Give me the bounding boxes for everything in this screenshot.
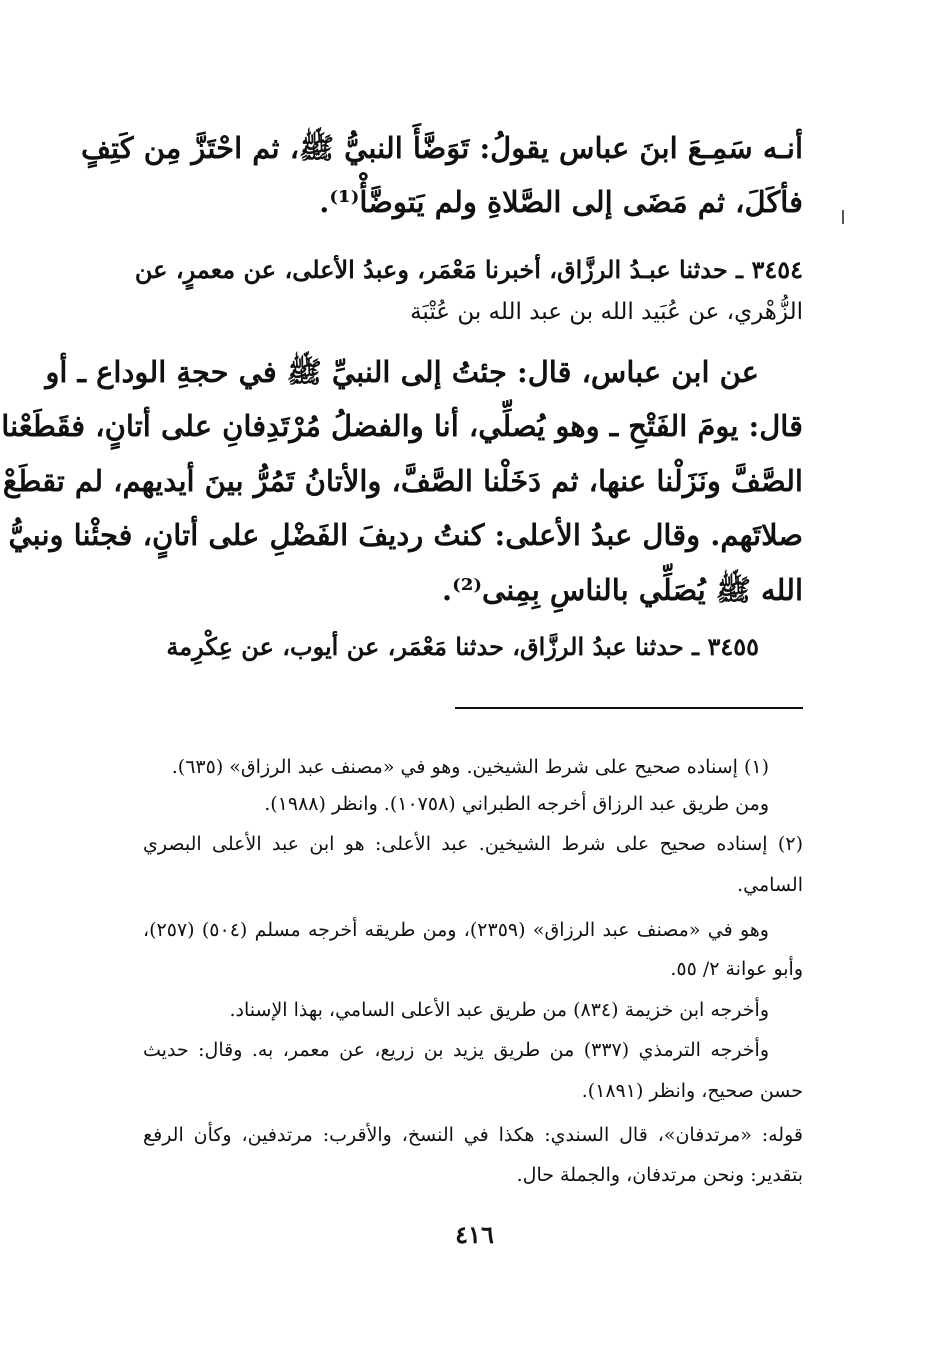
- footnote-line: (٢) إسناده صحيح على شرط الشيخين. عبد الأعلى: هو ابن عبد الأعلى البصري: [143, 833, 803, 855]
- footnote-line: ومن طريق عبد الرزاق أخرجه الطبراني (١٠٧٥٨). وانظر (١٩٨٨).: [264, 793, 769, 815]
- hadith-3455-isnad: ٣٤٥٥ ـ حدثنا عبدُ الرزَّاق، حدثنا مَعْمَر، عن أيوب، عن عِكْرِمة: [166, 632, 759, 661]
- main-text-line: الله ﷺ يُصَلِّي بالناسِ بِمِنى⁽²⁾.: [441, 573, 803, 607]
- scan-edge-mark: [842, 210, 844, 224]
- main-text-line: فأكَلَ، ثم مَضَى إلى الصَّلاةِ ولم يَتوضَّأْ⁽¹⁾.: [319, 185, 803, 219]
- main-text-line: أنـه سَمِـعَ ابنَ عباس يقولُ: تَوَضَّأَ النبيُّ ﷺ، ثم احْتَزَّ مِن كَتِفٍ: [81, 131, 803, 165]
- footnote-line: قوله: «مرتدفان»، قال السندي: هكذا في النسخ، والأقرب: مرتدفين، وكأن الرفع: [143, 1124, 803, 1146]
- footnote-line: وأخرجه الترمذي (٣٣٧) من طريق يزيد بن زريع، عن معمر، به. وقال: حديث: [143, 1039, 769, 1061]
- main-text-line: قال: يومَ الفَتْحِ ـ وهو يُصلِّي، أنا والفضلُ مُرْتَدِفانِ على أتانٍ، فقَطَعْنا: [1, 409, 803, 443]
- page-number: ٤١٦: [455, 1220, 494, 1249]
- footnote-line: حسن صحيح، وانظر (١٨٩١).: [581, 1080, 803, 1102]
- hadith-3454-isnad: ٣٤٥٤ ـ حدثنا عبـدُ الرزَّاق، أخبرنا مَعْمَر، وعبدُ الأعلى، عن معمرٍ، عن: [134, 255, 803, 284]
- main-text-line: صلاتَهم. وقال عبدُ الأعلى: كنتُ رديفَ الفَضْلِ على أتانٍ، فجئْنا ونبيُّ: [8, 518, 803, 552]
- footnote-line: وأخرجه ابن خزيمة (٨٣٤) من طريق عبد الأعلى السامي، بهذا الإسناد.: [229, 999, 769, 1021]
- footnote-line: (١) إسناده صحيح على شرط الشيخين. وهو في «مصنف عبد الرزاق» (٦٣٥).: [171, 756, 769, 778]
- footnote-line: وأبو عوانة ٢/ ٥٥.: [670, 958, 803, 980]
- hadith-3454-isnad: الزُّهْري، عن عُبَيد الله بن عبد الله بن عُتْبَة: [410, 299, 803, 325]
- footnote-line: بتقدير: ونحن مرتدفان، والجملة حال.: [516, 1164, 803, 1186]
- footnote-line: وهو في «مصنف عبد الرزاق» (٢٣٥٩)، ومن طريقه أخرجه مسلم (٥٠٤) (٢٥٧)،: [143, 919, 769, 941]
- main-text-line: عن ابن عباس، قال: جئتُ إلى النبيِّ ﷺ في حجةِ الوداع ـ أو: [45, 355, 759, 389]
- footnote-separator: [455, 707, 803, 709]
- main-text-line: الصَّفَّ ونَزَلْنا عنها، ثم دَخَلْنا الصَّفَّ، والأتانُ تَمُرُّ بينَ أيديهم، لم تقطَعْ: [2, 464, 803, 498]
- footnote-line: السامي.: [737, 874, 803, 896]
